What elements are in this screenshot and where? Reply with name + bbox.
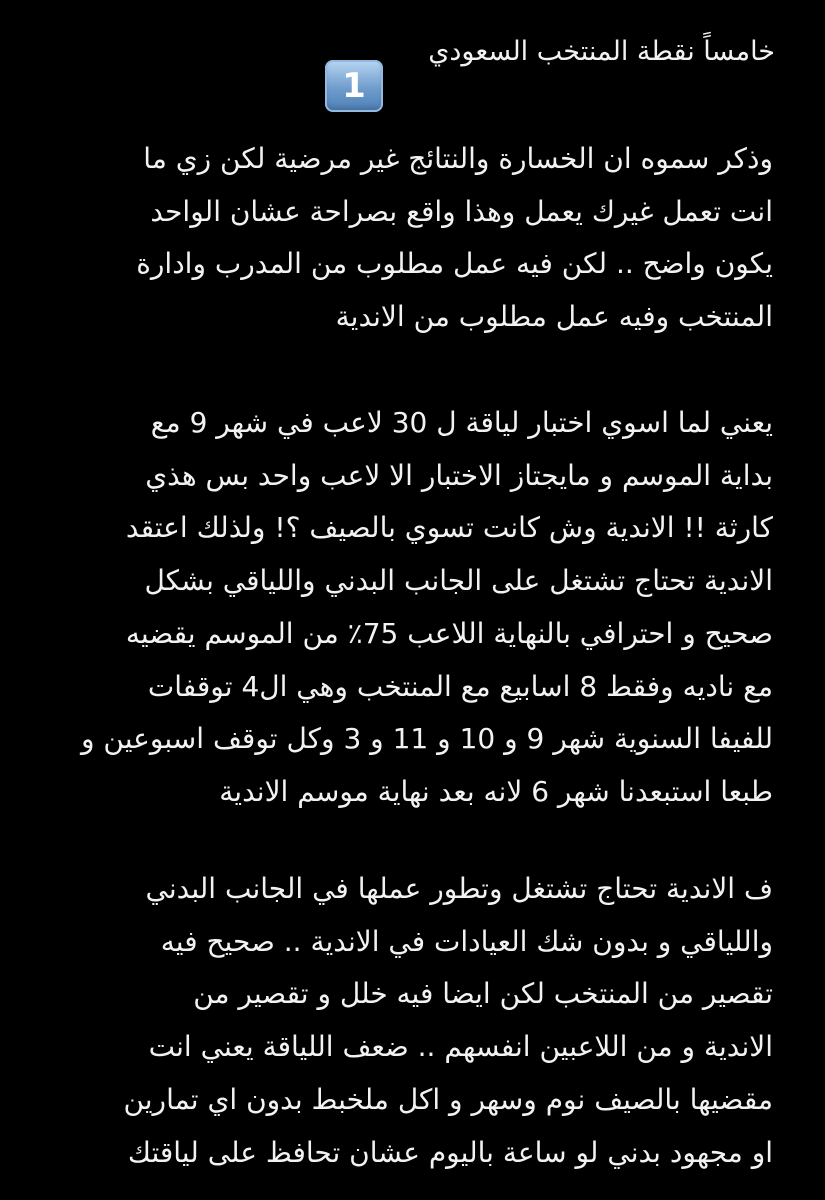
text-line: صحيح و احترافي بالنهاية اللاعب 75٪ من الموسم يقضيه (125, 616, 773, 650)
text-line: مقضيها بالصيف نوم وسهر و اكل ملخبط بدون اي تمارين (123, 1082, 773, 1116)
text-line: بداية الموسم و مايجتاز الاختبار الا لاعب واحد بس هذي (145, 458, 773, 492)
paragraph-3 (33, 863, 773, 1179)
text-line: للفيفا السنوية شهر 9 و 10 و 11 و 3 وكل توقف اسبوعين و (81, 722, 773, 756)
text-line: وذكر سموه ان الخسارة والنتائج غير مرضية لكن زي ما (143, 142, 773, 175)
paragraph-2 (33, 397, 773, 819)
text-line: او مجهود بدني لو ساعة باليوم عشان تحافظ على لياقتك (127, 1135, 773, 1169)
text-line: يكون واضح .. لكن فيه عمل مطلوب من المدرب وادارة (136, 247, 773, 281)
paragraph-1 (33, 133, 773, 344)
section-heading: خامساً نقطة المنتخب السعودي (428, 36, 775, 67)
text-line: واللياقي و بدون شك العيادات في الاندية .. صحيح فيه (160, 924, 773, 958)
text-line: طبعا استبعدنا شهر 6 لانه بعد نهاية موسم الاندية (219, 774, 773, 808)
text-line: تقصير من المنتخب لكن ايضا فيه خلل و تقصير من (193, 977, 773, 1011)
text-line: الاندية تحتاج تشتغل على الجانب البدني واللياقي بشكل (144, 564, 773, 598)
text-line: ف الاندية تحتاج تشتغل وتطور عملها في الجانب البدني (145, 872, 773, 905)
text-line: يعني لما اسوي اختبار لياقة ل 30 لاعب في شهر 9 مع (150, 406, 773, 439)
text-line: كارثة !! الاندية وش كانت تسوي بالصيف ؟! ولذلك اعتقد (125, 511, 773, 545)
heading-row (325, 30, 775, 110)
text-line: المنتخب وفيه عمل مطلوب من الاندية (335, 300, 773, 334)
text-line: انت تعمل غيرك يعمل وهذا واقع بصراحة عشان الواحد (150, 194, 773, 228)
keycap-number-badge: 1 (325, 60, 383, 112)
text-line: مع ناديه وفقط 8 اسابيع مع المنتخب وهي ال4 توقفات (147, 669, 773, 703)
text-line: الاندية و من اللاعبين انفسهم .. ضعف اللياقة يعني انت (148, 1030, 773, 1064)
